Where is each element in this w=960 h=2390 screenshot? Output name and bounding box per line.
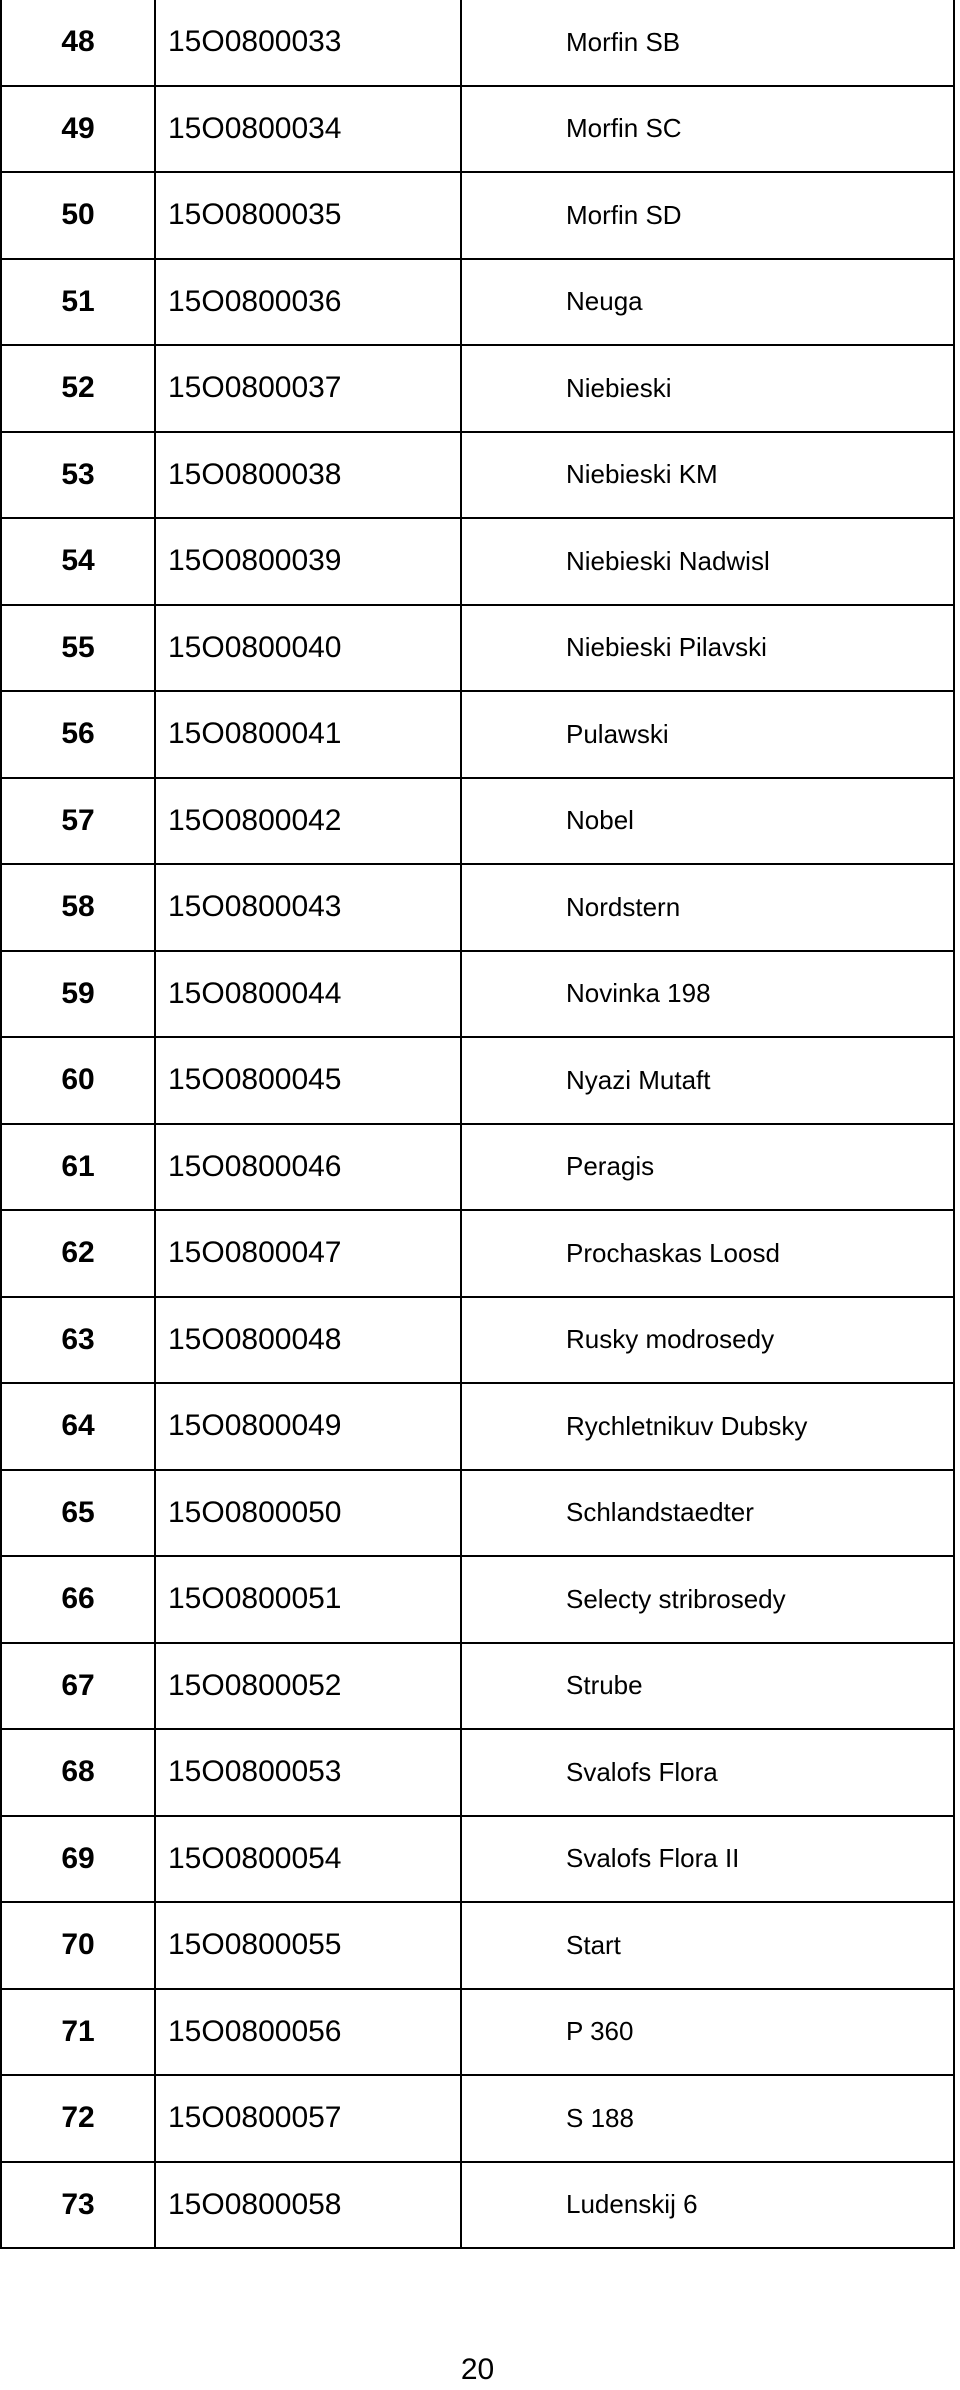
table-row (1, 1124, 954, 1211)
table-row (1, 86, 954, 173)
row-variety-name: Niebieski KM (461, 432, 954, 519)
row-variety-name: Niebieski Nadwisl (461, 518, 954, 605)
row-variety-name: P 360 (461, 1989, 954, 2076)
row-code: 15O0800048 (168, 1322, 342, 1356)
row-code-cell (155, 864, 461, 951)
row-variety-name: Nordstern (461, 864, 954, 951)
row-code-cell (155, 778, 461, 865)
row-code: 15O0800046 (168, 1149, 342, 1183)
table-row (1, 1383, 954, 1470)
row-code-cell (155, 1383, 461, 1470)
table-row (1, 1556, 954, 1643)
row-code-cell (155, 1729, 461, 1816)
table-row (1, 0, 954, 86)
row-code-cell (155, 1210, 461, 1297)
row-code-cell (155, 1470, 461, 1557)
row-variety-name: Start (461, 1902, 954, 1989)
row-code-cell (155, 345, 461, 432)
table-body (1, 0, 954, 2248)
row-code-cell (155, 1556, 461, 1643)
row-code: 15O0800033 (168, 25, 342, 59)
row-number: 69 (1, 1816, 155, 1903)
page-number: 20 (460, 2353, 495, 2386)
row-number: 50 (1, 172, 155, 259)
row-number: 72 (1, 2075, 155, 2162)
row-number: 52 (1, 345, 155, 432)
table-row (1, 345, 954, 432)
row-code: 15O0800052 (168, 1668, 342, 1702)
row-code: 15O0800035 (168, 198, 342, 232)
row-number: 48 (1, 0, 155, 86)
row-code: 15O0800049 (168, 1409, 342, 1443)
table-row (1, 951, 954, 1038)
row-code-cell (155, 1989, 461, 2076)
row-number: 57 (1, 778, 155, 865)
table-row (1, 1643, 954, 1730)
row-number: 70 (1, 1902, 155, 1989)
table-row (1, 2162, 954, 2249)
table-row (1, 691, 954, 778)
row-code: 15O0800037 (168, 371, 342, 405)
table-row (1, 778, 954, 865)
table-row (1, 172, 954, 259)
row-code-cell (155, 1643, 461, 1730)
table-row (1, 1470, 954, 1557)
row-code-cell (155, 2162, 461, 2249)
table-row (1, 259, 954, 346)
table-row (1, 1297, 954, 1384)
table-row (1, 1037, 954, 1124)
row-code: 15O0800058 (168, 2187, 342, 2221)
row-number: 54 (1, 518, 155, 605)
row-number: 67 (1, 1643, 155, 1730)
table-row (1, 518, 954, 605)
row-code: 15O0800034 (168, 111, 342, 145)
row-code-cell (155, 259, 461, 346)
row-number: 73 (1, 2162, 155, 2249)
table-row (1, 1816, 954, 1903)
row-number: 55 (1, 605, 155, 692)
row-code-cell (155, 1816, 461, 1903)
row-number: 56 (1, 691, 155, 778)
row-variety-name: Schlandstaedter (461, 1470, 954, 1557)
row-code-cell (155, 518, 461, 605)
row-code: 15O0800047 (168, 1236, 342, 1270)
row-code-cell (155, 1902, 461, 1989)
row-variety-name: Niebieski Pilavski (461, 605, 954, 692)
row-number: 63 (1, 1297, 155, 1384)
row-variety-name: Pulawski (461, 691, 954, 778)
row-code: 15O0800040 (168, 630, 342, 664)
table-row (1, 1989, 954, 2076)
row-number: 60 (1, 1037, 155, 1124)
row-code-cell (155, 2075, 461, 2162)
row-code-cell (155, 432, 461, 519)
row-number: 65 (1, 1470, 155, 1557)
row-code-cell (155, 172, 461, 259)
row-code-cell (155, 605, 461, 692)
row-variety-name: Ludenskij 6 (461, 2162, 954, 2249)
row-variety-name: Selecty stribrosedy (461, 1556, 954, 1643)
row-number: 62 (1, 1210, 155, 1297)
row-code-cell (155, 691, 461, 778)
table-row (1, 1210, 954, 1297)
row-number: 53 (1, 432, 155, 519)
row-code: 15O0800038 (168, 457, 342, 491)
row-variety-name: Svalofs Flora II (461, 1816, 954, 1903)
row-code: 15O0800039 (168, 544, 342, 578)
row-code: 15O0800055 (168, 1928, 342, 1962)
row-variety-name: Prochaskas Loosd (461, 1210, 954, 1297)
row-code-cell (155, 1037, 461, 1124)
row-code: 15O0800051 (168, 1582, 342, 1616)
row-code: 15O0800045 (168, 1063, 342, 1097)
row-variety-name: Niebieski (461, 345, 954, 432)
row-code: 15O0800056 (168, 2014, 342, 2048)
row-code: 15O0800036 (168, 284, 342, 318)
row-code: 15O0800054 (168, 1841, 342, 1875)
row-code: 15O0800053 (168, 1755, 342, 1789)
row-number: 58 (1, 864, 155, 951)
row-variety-name: Peragis (461, 1124, 954, 1211)
table-row (1, 432, 954, 519)
row-number: 71 (1, 1989, 155, 2076)
row-variety-name: Novinka 198 (461, 951, 954, 1038)
table-row (1, 2075, 954, 2162)
row-code-cell (155, 0, 461, 86)
table-row (1, 864, 954, 951)
row-code-cell (155, 1297, 461, 1384)
row-variety-name: Nyazi Mutaft (461, 1037, 954, 1124)
row-variety-name: Morfin SC (461, 86, 954, 173)
row-code: 15O0800050 (168, 1495, 342, 1529)
row-variety-name: S 188 (461, 2075, 954, 2162)
row-code: 15O0800057 (168, 2101, 342, 2135)
table-row (1, 605, 954, 692)
row-number: 59 (1, 951, 155, 1038)
row-variety-name: Svalofs Flora (461, 1729, 954, 1816)
row-code-cell (155, 1124, 461, 1211)
row-variety-name: Rychletnikuv Dubsky (461, 1383, 954, 1470)
row-variety-name: Rusky modrosedy (461, 1297, 954, 1384)
row-number: 66 (1, 1556, 155, 1643)
row-code: 15O0800041 (168, 717, 342, 751)
row-number: 51 (1, 259, 155, 346)
row-variety-name: Neuga (461, 259, 954, 346)
row-number: 61 (1, 1124, 155, 1211)
row-code: 15O0800044 (168, 976, 342, 1010)
row-variety-name: Nobel (461, 778, 954, 865)
row-variety-name: Morfin SB (461, 0, 954, 86)
row-variety-name: Strube (461, 1643, 954, 1730)
table-row (1, 1729, 954, 1816)
row-number: 68 (1, 1729, 155, 1816)
row-code-cell (155, 951, 461, 1038)
row-variety-name: Morfin SD (461, 172, 954, 259)
row-number: 49 (1, 86, 155, 173)
table-row (1, 1902, 954, 1989)
row-code: 15O0800042 (168, 803, 342, 837)
row-number: 64 (1, 1383, 155, 1470)
row-code: 15O0800043 (168, 890, 342, 924)
row-code-cell (155, 86, 461, 173)
